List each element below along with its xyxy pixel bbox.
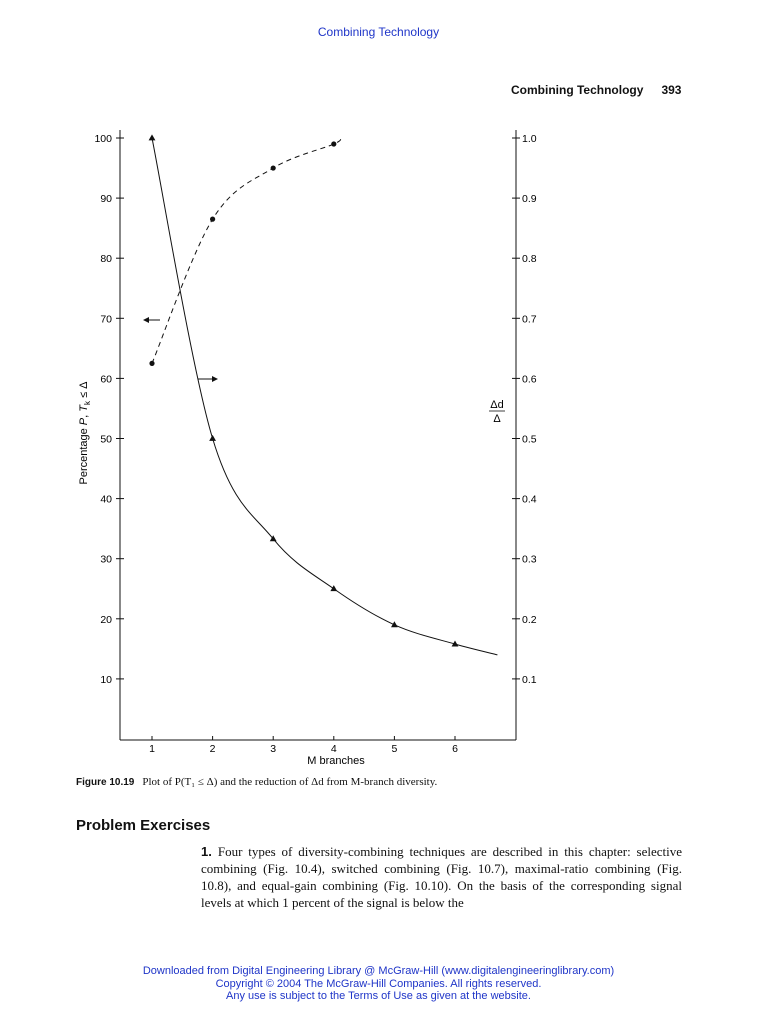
right-axis-tick-label: 0.9 [522, 193, 537, 206]
data-point-circle [331, 141, 336, 146]
right-axis-tick-label: 0.6 [522, 373, 537, 386]
data-point-triangle [330, 585, 337, 591]
page-number: 393 [661, 83, 682, 97]
right-axis-label-numerator: Δd [490, 399, 504, 411]
right-axis-tick-label: 0.5 [522, 433, 537, 446]
footer [0, 965, 757, 1003]
data-point-triangle [149, 134, 156, 140]
footer-download-link[interactable]: Downloaded from Digital Engineering Library @ McGraw-Hill (www.digitalengineeringlibrary.com) [142, 965, 615, 977]
x-axis-tick-label: 4 [330, 743, 337, 755]
right-axis-tick-label: 1.0 [522, 133, 537, 145]
right-axis-tick-label: 0.1 [522, 673, 537, 686]
x-axis-tick-label: 2 [209, 743, 216, 755]
chart-frame [120, 130, 516, 740]
data-point-triangle [209, 435, 216, 441]
left-axis-tick-label: 80 [100, 253, 112, 266]
figure-label: Figure 10.19 [76, 777, 135, 788]
right-axis-tick-label: 0.4 [522, 493, 537, 506]
exercise-number: 1. [201, 844, 212, 859]
x-axis-tick-label: 6 [452, 743, 458, 755]
left-axis-tick-label: 50 [100, 433, 112, 446]
figure-caption-text: Plot of P(T₁ ≤ Δ) and the reduction of Δd from M-branch diversity. [142, 776, 438, 788]
left-axis-tick-label: 20 [100, 613, 112, 626]
figure-caption [76, 776, 437, 788]
left-axis-tick-label: 30 [100, 553, 112, 566]
data-point-circle [149, 361, 154, 366]
running-title: Combining Technology [511, 83, 644, 97]
footer-terms: Any use is subject to the Terms of Use as given at the website. [226, 990, 531, 1002]
x-axis-tick-label: 1 [149, 743, 155, 755]
x-axis-tick-label: 3 [270, 743, 277, 755]
x-axis-label: M branches [307, 755, 365, 767]
right-axis-tick-label: 0.3 [522, 553, 537, 566]
left-axis-tick-label: 100 [94, 133, 112, 145]
right-axis-label [489, 399, 505, 425]
right-axis-label-denominator: Δ [493, 413, 501, 425]
footer-copyright: Copyright © 2004 The McGraw-Hill Companies. All rights reserved. [215, 977, 542, 990]
section-title: Problem Exercises [76, 817, 211, 834]
left-axis-tick-label: 70 [100, 313, 112, 326]
exercise-item [201, 843, 682, 911]
data-point-circle [271, 165, 276, 170]
top-link[interactable]: Combining Technology [317, 25, 440, 39]
left-axis-label: Percentage P, $T_k \le \Delta$ [78, 381, 92, 485]
right-axis-tick-label: 0.8 [522, 253, 537, 266]
left-axis-tick-label: 40 [100, 493, 112, 506]
data-point-circle [210, 217, 215, 222]
right-axis-tick-label: 0.2 [522, 613, 537, 626]
left-axis-tick-label: 10 [100, 673, 112, 686]
series-line-probability [152, 138, 341, 363]
x-axis-tick-label: 5 [391, 743, 398, 755]
right-axis-pointer-arrow [198, 376, 218, 382]
left-axis-tick-label: 90 [100, 193, 112, 206]
series-line-reduction [152, 138, 497, 655]
right-axis-tick-label: 0.7 [522, 313, 537, 326]
left-axis-pointer-arrow [143, 317, 160, 323]
left-axis-tick-label: 60 [100, 373, 112, 386]
exercise-text: Four types of diversity-combining techniques are described in this chapter: selective combining (Fig. 10.4), switched combining (Fig. 10.7), maximal-ratio combining (Fig. 10.8), and equal-gain combining (Fig. 10.10). On the basis of the corresponding signal levels at which 1 percent of the signal is below the [201, 844, 682, 910]
